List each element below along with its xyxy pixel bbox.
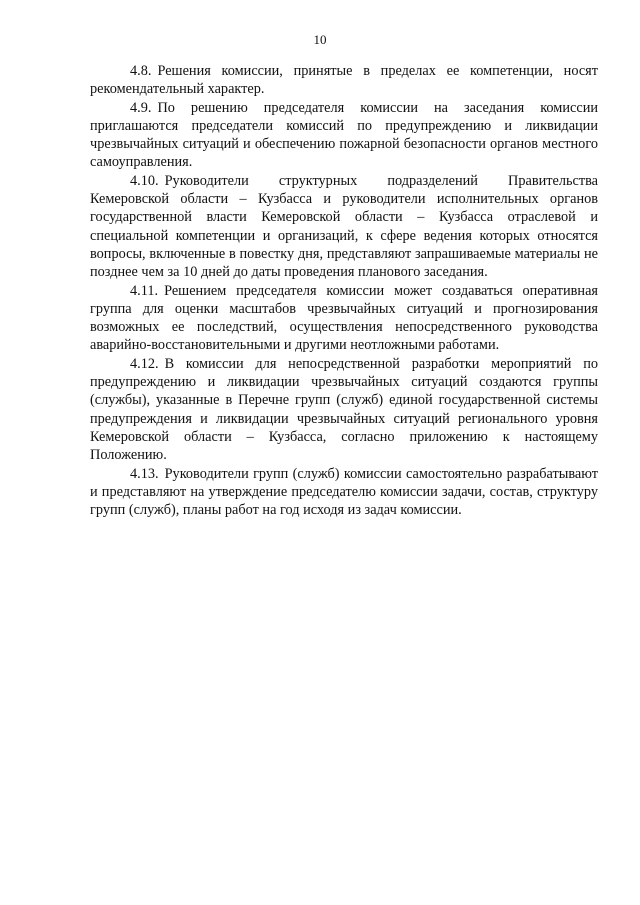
paragraph-text: В комиссии для непосредственной разработки мероприятий по предупреждению и ликвидации чрезвычайных ситуаций создаются группы (службы), указанные в Перечне групп (служб) единой государственной системы предупреждения и ликвидации чрезвычайных ситуаций регионального уровня Кемеровской области – Кузбасса, согласно приложению к настоящему Положению. <box>90 355 598 464</box>
paragraph-4-13 <box>90 465 598 520</box>
paragraph-text: Руководители групп (служб) комиссии самостоятельно разрабатывают и представляют на утверждение председателю комиссии задачи, состав, структуру групп (служб), планы работ на год исходя из задач комиссии. <box>90 465 598 519</box>
paragraph-text: Руководители структурных подразделений Правительства Кемеровской области – Кузбасса и руководители исполнительных органов государственной власти Кемеровской области – Кузбасса отраслевой и специальной компетенции и организаций, к сфере ведения которых относятся вопросы, включенные в повестку дня, представляют запрашиваемые материалы не позднее чем за 10 дней до даты проведения планового заседания. <box>90 172 598 281</box>
paragraph-number: 4.8. <box>130 63 152 79</box>
paragraph-number: 4.11. <box>130 282 159 299</box>
paragraph-4-8 <box>90 62 598 99</box>
paragraph-number: 4.10. <box>130 172 159 189</box>
paragraph-text: По решению председателя комиссии на заседания комиссии приглашаются председатели комиссий по предупреждению и ликвидации чрезвычайных ситуаций и обеспечению пожарной безопасности органов местного самоуправления. <box>90 99 598 171</box>
page-number: 10 <box>313 32 327 47</box>
paragraph-text: Решением председателя комиссии может создаваться оперативная группа для оценки масштабов чрезвычайных ситуаций и прогнозирования возможных ее последствий, осуществления непосредственного руководства аварийно-восстановительными и другими неотложными работами. <box>90 282 598 354</box>
paragraph-number: 4.13. <box>130 465 159 482</box>
paragraph-number: 4.9. <box>130 99 152 116</box>
paragraph-4-12 <box>90 355 598 465</box>
paragraph-4-10 <box>90 172 598 282</box>
document-body <box>90 62 598 519</box>
paragraph-text: Решения комиссии, принятые в пределах ее компетенции, носят рекомендательный характер. <box>90 63 598 98</box>
paragraph-4-11 <box>90 282 598 355</box>
paragraph-4-9 <box>90 99 598 172</box>
paragraph-number: 4.12. <box>130 355 159 372</box>
